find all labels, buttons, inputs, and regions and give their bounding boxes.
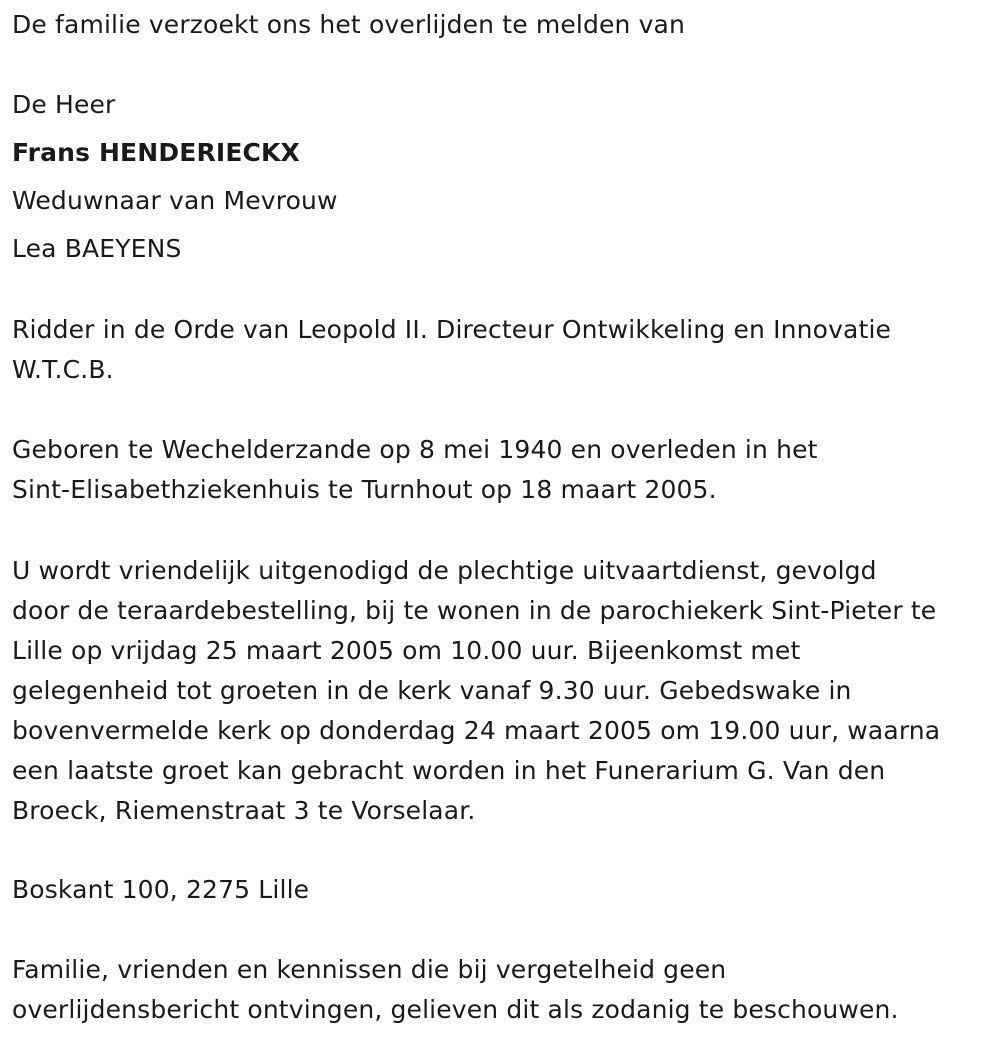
service-line: een laatste groet kan gebracht worden in het Funerarium G. Van den: [12, 756, 886, 785]
honorific: De Heer: [12, 90, 116, 119]
widower-label: Weduwnaar van Mevrouw: [12, 186, 338, 215]
address-paragraph: [12, 870, 309, 910]
distinction-paragraph: [12, 310, 891, 390]
deceased-name: Frans HENDERIECKX: [12, 138, 300, 167]
closing-line: overlijdensbericht ontvingen, gelieven dit als zodanig te beschouwen.: [12, 995, 899, 1024]
service-line: U wordt vriendelijk uitgenodigd de plechtige uitvaartdienst, gevolgd: [12, 556, 877, 585]
home-address: Boskant 100, 2275 Lille: [12, 875, 310, 904]
intro-text: De familie verzoekt ons het overlijden te melden van: [12, 10, 686, 39]
birth-death-paragraph: [12, 430, 818, 510]
service-line: Broeck, Riemenstraat 3 te Vorselaar.: [12, 796, 476, 825]
distinction-line: Ridder in de Orde van Leopold II. Directeur Ontwikkeling en Innovatie: [12, 315, 892, 344]
service-paragraph: [12, 551, 940, 831]
spouse-name: Lea BAEYENS: [12, 234, 182, 263]
service-line: gelegenheid tot groeten in de kerk vanaf 9.30 uur. Gebedswake in: [12, 676, 852, 705]
service-line: bovenvermelde kerk op donderdag 24 maart 2005 om 19.00 uur, waarna: [12, 716, 941, 745]
birth-death-line: Sint-Elisabethziekenhuis te Turnhout op 18 maart 2005.: [12, 475, 717, 504]
closing-paragraph: [12, 950, 899, 1030]
birth-death-line: Geboren te Wechelderzande op 8 mei 1940 en overleden in het: [12, 435, 818, 464]
service-line: Lille op vrijdag 25 maart 2005 om 10.00 uur. Bijeenkomst met: [12, 636, 801, 665]
closing-line: Familie, vrienden en kennissen die bij vergetelheid geen: [12, 955, 727, 984]
distinction-line: W.T.C.B.: [12, 355, 114, 384]
service-line: door de teraardebestelling, bij te wonen in de parochiekerk Sint-Pieter te: [12, 596, 937, 625]
